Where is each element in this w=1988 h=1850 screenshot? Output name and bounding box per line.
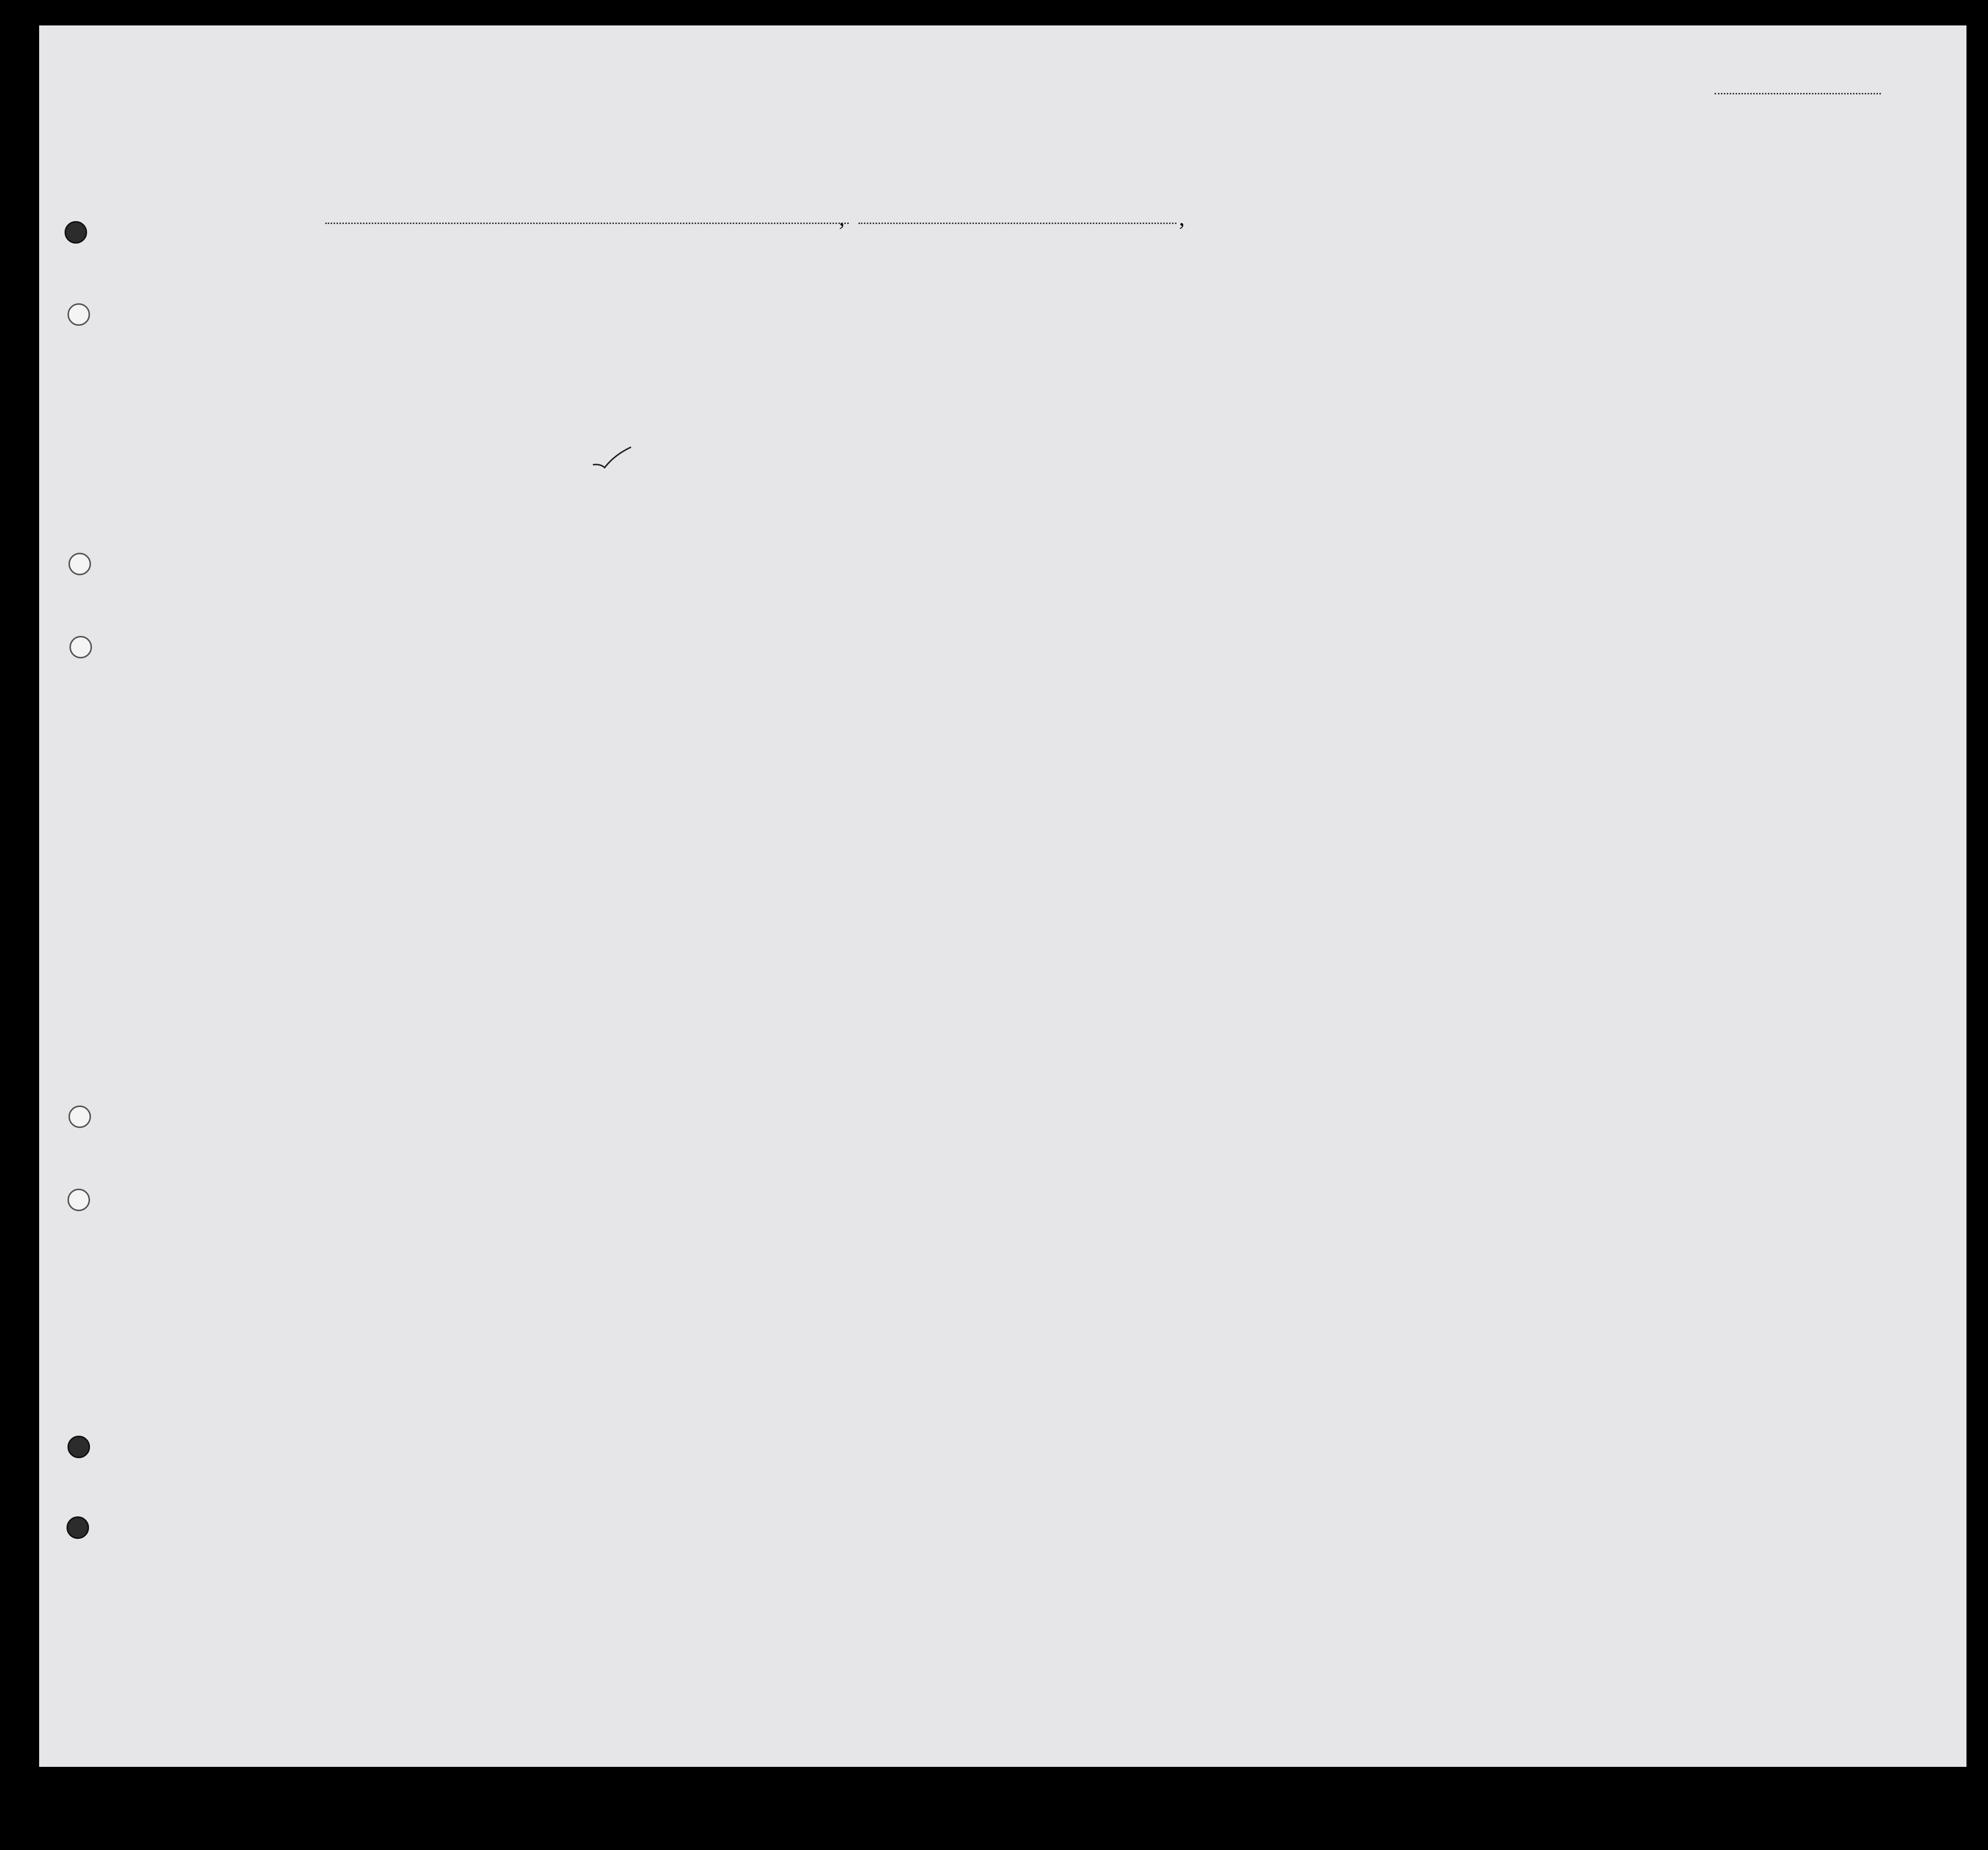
binder-hole [68,303,90,326]
col-number [908,256,1150,273]
col-number [1262,256,1307,273]
header-q30 [1453,289,1473,409]
manifest-sheet [39,25,1966,1767]
col-number [408,256,565,273]
col-number [1416,256,1449,273]
col-number [1356,256,1416,273]
col-number [1150,256,1262,273]
col-number [565,256,594,273]
binder-hole [68,1105,91,1128]
col-number [1701,256,1783,273]
col-number [1330,256,1356,273]
binder-hole [69,636,92,658]
col-number [103,256,156,273]
header-q31 [1479,289,1499,409]
binder-hole [68,1189,90,1211]
header-purpose-return [1152,313,1194,409]
comma: , [1179,205,1185,231]
col-number [1476,256,1501,273]
col-number [692,256,722,273]
col-number [1556,256,1616,273]
col-number [156,256,408,273]
header-q29 [1419,289,1446,409]
col-number [1783,256,1918,273]
col-number [594,256,692,273]
col-number [1449,256,1476,273]
col-number [1501,256,1556,273]
col-number [1665,256,1701,273]
col-number [1307,256,1330,273]
binder-hole [68,553,91,575]
date-line [858,223,1176,224]
header-prison [1267,289,1304,409]
col-number [722,256,908,273]
col-number [1616,256,1665,273]
port-line [325,223,849,224]
header-q28 [1360,289,1413,409]
binder-hole [67,1516,89,1539]
check-mark [590,445,634,470]
binder-hole [68,1436,90,1458]
list-line [1715,93,1881,94]
header-purpose-citizen [1229,313,1259,409]
comma: , [839,205,845,231]
binder-hole [65,221,87,244]
header-purpose-length [1197,313,1225,409]
